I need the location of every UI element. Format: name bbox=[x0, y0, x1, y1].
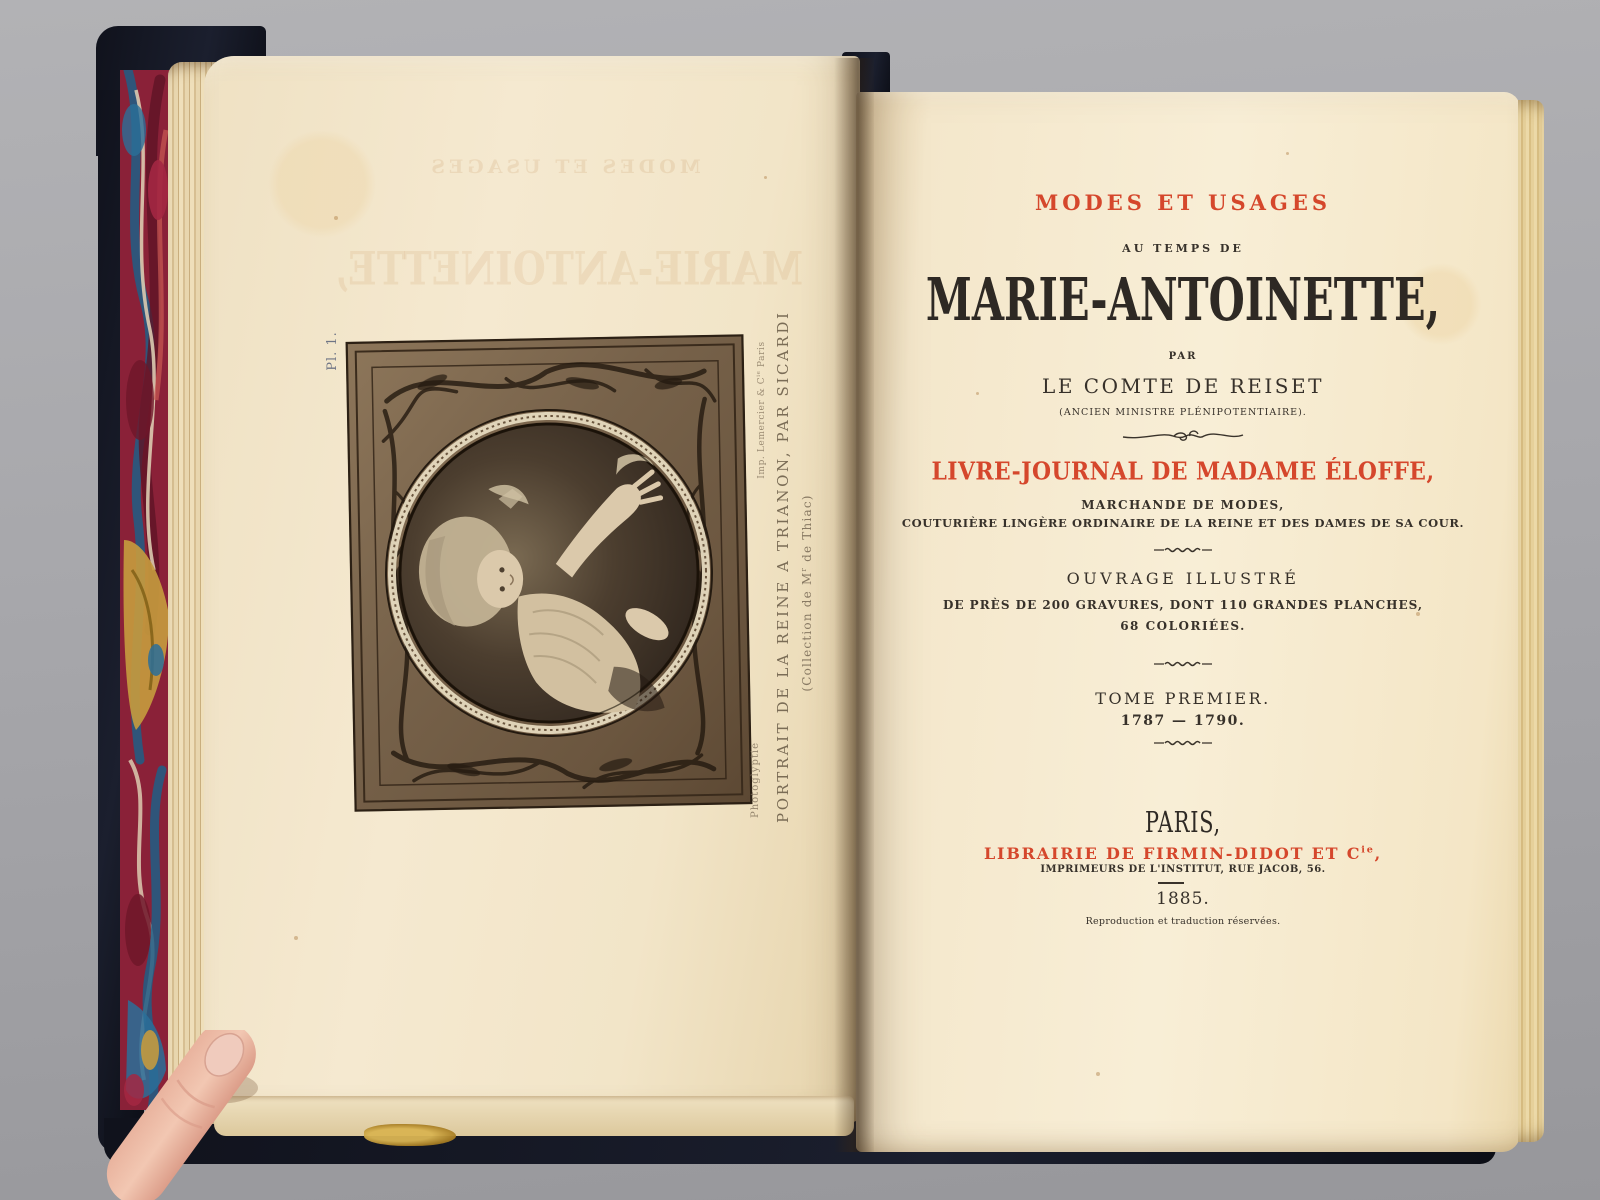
plate-printer-credit-end: Paris bbox=[757, 341, 767, 371]
wavy-rule bbox=[868, 738, 1498, 748]
publisher-name-text: LIBRAIRIE DE FIRMIN-DIDOT ET C bbox=[983, 844, 1362, 863]
finger bbox=[88, 1030, 278, 1200]
wavy-rule bbox=[868, 545, 1498, 555]
foxing-spot bbox=[976, 392, 979, 395]
plate-printer-credit bbox=[756, 330, 768, 490]
plate-collection-post: de Thiac) bbox=[800, 494, 814, 567]
flourish-ornament bbox=[868, 428, 1498, 444]
ghost-bleedthrough-main-title: MARIE-ANTOINETTE, bbox=[334, 241, 804, 296]
foxing-spot bbox=[294, 936, 298, 940]
plate-caption: PORTRAIT DE LA REINE A TRIANON, PAR SICARDI bbox=[774, 310, 792, 823]
publisher-name bbox=[868, 844, 1498, 863]
foxing-spot bbox=[1096, 1072, 1100, 1076]
plate-collection-sup: r bbox=[799, 566, 808, 572]
illustration-line-2: DE PRÈS DE 200 GRAVURES, DONT 110 GRANDES PLANCHES, bbox=[942, 598, 1424, 612]
short-rule bbox=[1158, 882, 1184, 884]
illustration-line-1: OUVRAGE ILLUSTRÉ bbox=[1066, 569, 1300, 588]
imprint-year: 1885. bbox=[1156, 889, 1210, 909]
series-title: MODES ET USAGES bbox=[1034, 190, 1332, 215]
foxing-spot bbox=[334, 216, 338, 220]
underlying-page-edges bbox=[214, 1096, 854, 1136]
author-note: (ANCIEN MINISTRE PLÉNIPOTENTIAIRE). bbox=[1059, 407, 1307, 418]
plate-printer-credit-sup: ie bbox=[756, 370, 762, 377]
series-subtitle: AU TEMPS DE bbox=[1122, 242, 1244, 255]
work-title: LIVRE-JOURNAL DE MADAME ÉLOFFE, bbox=[931, 457, 1435, 486]
plate-collection-note bbox=[799, 443, 815, 743]
volume-years: 1787 — 1790. bbox=[1120, 713, 1246, 729]
volume-label: TOME PREMIER. bbox=[1095, 689, 1271, 708]
imprint-city: PARIS, bbox=[1145, 806, 1221, 840]
plate-number-label: Pl. 1. bbox=[325, 331, 340, 371]
frontispiece-plate bbox=[346, 334, 753, 812]
rights-notice: Reproduction et traduction réservées. bbox=[1085, 916, 1281, 927]
plate-collection-pre: (Collection de M bbox=[800, 571, 814, 692]
publisher-name-end: , bbox=[1374, 844, 1383, 863]
plate-printer-credit-text: Imp. Lemercier & C bbox=[757, 376, 767, 479]
illustration-line-3: 68 COLORIÉES. bbox=[1120, 619, 1246, 633]
ghost-bleedthrough-series-title: MODES ET USAGES bbox=[427, 156, 701, 178]
work-subtitle-2: COUTURIÈRE LINGÈRE ORDINAIRE DE LA REINE ET DES DAMES DE SA COUR. bbox=[901, 516, 1465, 530]
author-name: LE COMTE DE REISET bbox=[1042, 374, 1324, 398]
gutter-shadow bbox=[834, 58, 874, 1152]
left-page bbox=[204, 56, 860, 1122]
foxing-spot bbox=[1416, 612, 1420, 616]
byline-par: PAR bbox=[1168, 351, 1198, 362]
wavy-rule bbox=[868, 659, 1498, 669]
main-title: MARIE-ANTOINETTE, bbox=[925, 264, 1441, 335]
title-page bbox=[856, 92, 1520, 1152]
foxing-spot bbox=[1286, 152, 1289, 155]
publisher-address: IMPRIMEURS DE L'INSTITUT, RUE JACOB, 56. bbox=[1040, 864, 1326, 875]
marbled-endpaper bbox=[120, 70, 174, 1110]
work-subtitle-1: MARCHANDE DE MODES, bbox=[1081, 498, 1285, 512]
gilt-endpaper-glimpse bbox=[364, 1124, 456, 1146]
fore-edge-pages bbox=[1518, 100, 1544, 1142]
publisher-name-sup: ie bbox=[1361, 844, 1375, 856]
foxing-spot bbox=[764, 176, 767, 179]
plate-process-credit: Photoglyptie bbox=[750, 742, 761, 819]
